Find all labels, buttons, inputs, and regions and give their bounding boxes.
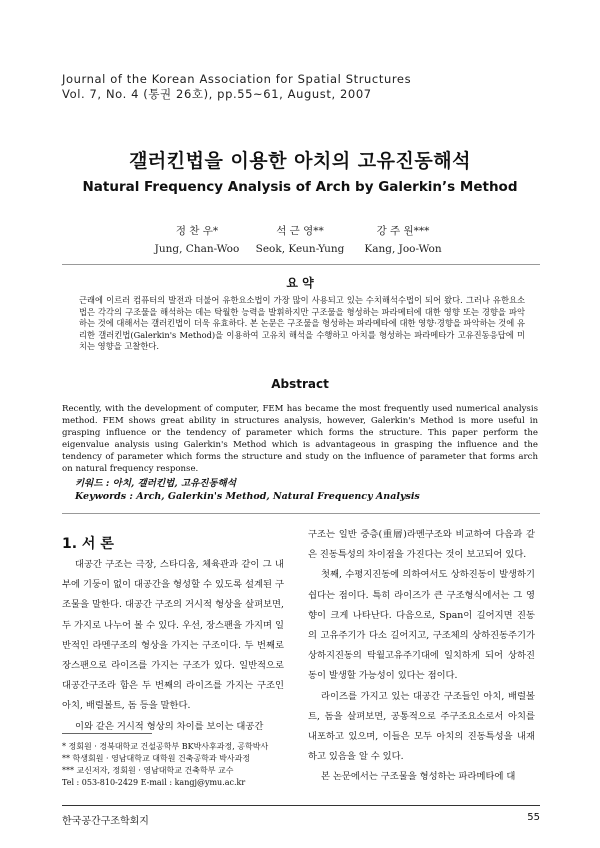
body-right-column <box>308 525 535 788</box>
keywords-korean: 키워드 : 아치, 갤러킨법, 고유진동해석 <box>75 478 237 489</box>
author-name-en: Kang, Joo-Won <box>364 243 442 255</box>
body-left-column <box>62 555 284 737</box>
summary-korean: 근래에 이르러 컴퓨터의 발전과 더불어 유한요소법이 가장 많이 사용되고 있는 수치해석수법이 되어 왔다. 그러나 유한요소법은 각각의 구조물을 해석하는 데는 탁월한 능력을 발휘하지만 구조물을 형성하는 파라메터에 대한 영향 또는 경향을 파악하는 것에 대해서는 갤러킨법이 더욱 유효하다. 본 논문은 구조물을 형성하는 파라메타에 대한 영향·경향을 파악하는 것에 유리한 갤러킨법(Galerkin's Method)을 이용하여 고유치 해석을 수행하고 아치를 형성하는 파라메타가 고유진동응답에 미치는 영향을 고찰한다. <box>79 295 525 351</box>
footnote-divider <box>62 733 152 734</box>
footnotes <box>62 741 292 789</box>
footnote: Tel : 053-810-2429 E-mail : kangj@ymu.ac.kr <box>62 778 246 787</box>
paragraph: 대공간 구조는 극장, 스타디움, 체육관과 같이 그 내부에 기둥이 없이 대공간을 형성할 수 있도록 설계된 구조물을 말한다. 대공간 구조의 거시적 형상을 살펴보면, 두 가지로 나누어 볼 수 있다. 우선, 장스팬을 가지며 일반적인 라멘구조의 형상을 가지는 구조이다. 두 번째로 장스팬으로 라이즈를 가지는 구조가 있다. 일반적으로 대공간구조라 함은 두 번째의 라이즈를 가지는 구조인 아치, 배럴볼트, 돔 등을 말한다. <box>62 559 284 712</box>
summary-heading: 요 약 <box>286 276 314 290</box>
footer-rule <box>62 805 540 806</box>
journal-volume: Vol. 7, No. 4 (통권 26호), pp.55~61, August, 2007 <box>62 87 372 101</box>
page-number: 55 <box>527 812 540 823</box>
title-korean: 갤러킨법을 이용한 아치의 고유진동해석 <box>129 150 471 172</box>
journal-name: Journal of the Korean Association for Spatial Structures <box>62 72 412 86</box>
footnote: * 정회원 · 경북대학교 건설공학부 BK박사후과정, 공학박사 <box>62 742 269 751</box>
divider-top <box>62 264 540 265</box>
paragraph: 이와 같은 거시적 형상의 차이를 보이는 대공간 <box>75 720 264 732</box>
paragraph: 본 논문에서는 구조물을 형성하는 파라메타에 대 <box>321 771 516 783</box>
author-name-ko: 정 찬 우* <box>175 225 219 237</box>
paragraph: 첫째, 수평지진동에 의하여서도 상하진동이 발생하기 쉽다는 점이다. 특히 라이즈가 큰 구조형식에서는 그 영향이 크게 나타난다. 다음으로, Span이 길어지면 진동의 고유주기가 다소 길어지고, 구조체의 상하진동주기가 상하지진동의 탁월고유주기대에 일치하게 되어 상하진동이 발생할 가능성이 있다는 점이다. <box>308 569 535 682</box>
section-1-title: 1. 서 론 <box>62 536 114 552</box>
footnote: ** 학생회원 · 영남대학교 대학원 건축공학과 박사과정 <box>62 754 251 763</box>
author-name-en: Seok, Keun-Yung <box>255 243 345 255</box>
paragraph: 라이즈를 가지고 있는 대공간 구조들인 아치, 배럴볼트, 돔을 살펴보면, 공통적으로 주구조요소로서 아치를 내포하고 있으며, 이들은 모두 아치의 진동특성을 내재하고 있음을 알 수 있다. <box>308 690 535 763</box>
journal-info <box>62 72 411 102</box>
author-name-ko: 강 주 원*** <box>376 225 430 237</box>
abstract-english: Recently, with the development of computer, FEM has became the most frequently used numerical analysis method. FEM shows great ability in structures analysis, however, Galerkin's Method is more useful in grasping influence or the tendency of parameter which forms the structure. This paper perform the eigenvalue analysis using Galerkin's Method which is advantageous in grasping the influence and the tendency of parameter which forms the structure and study on the influence of parameter that forms arch on natural frequency response. <box>62 404 538 474</box>
abstract-heading: Abstract <box>271 377 329 391</box>
author-name-en: Jung, Chan-Woo <box>154 243 240 255</box>
author-3 <box>343 222 463 258</box>
keywords-english: Keywords : Arch, Galerkin's Method, Natural Frequency Analysis <box>75 491 420 502</box>
divider-bottom <box>62 513 540 514</box>
author-2 <box>240 222 360 258</box>
footer-journal: 한국공간구조학회지 <box>62 816 149 827</box>
title-english: Natural Frequency Analysis of Arch by Galerkin’s Method <box>82 179 518 195</box>
author-name-ko: 석 근 영** <box>276 225 324 237</box>
author-1 <box>137 222 257 258</box>
paragraph: 구조는 일반 중층(重層)라멘구조와 비교하여 다음과 같은 진동특성의 차이점을 가진다는 것이 보고되어 있다. <box>308 529 535 561</box>
footnote: *** 교신저자, 정회원 · 영남대학교 건축학부 교수 <box>62 766 234 775</box>
